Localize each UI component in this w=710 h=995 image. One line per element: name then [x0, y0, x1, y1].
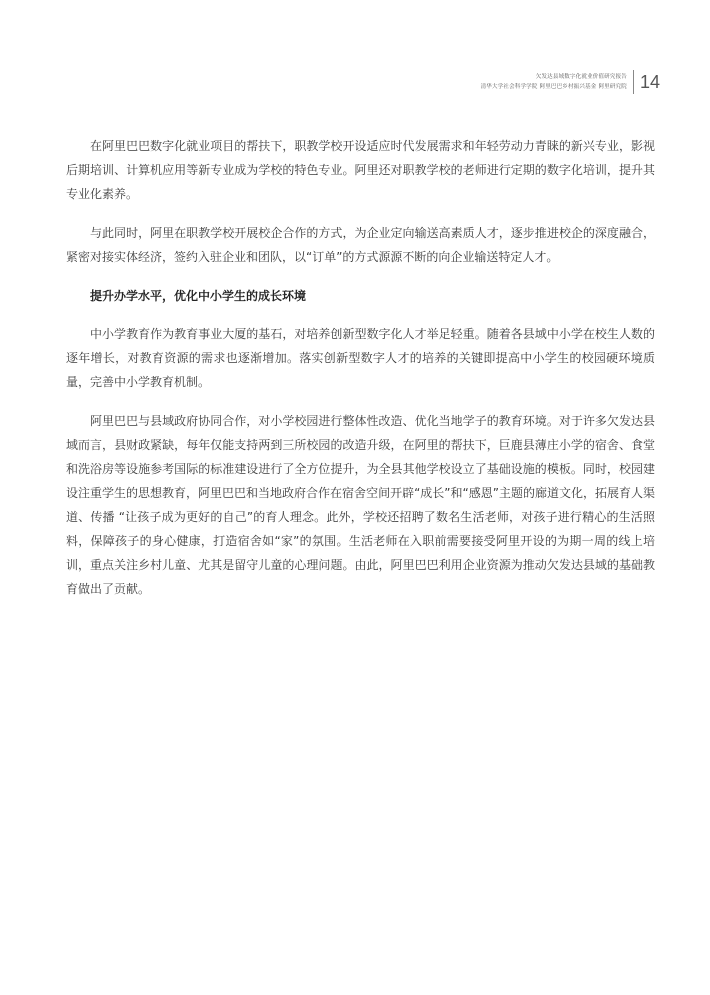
running-header	[481, 72, 627, 92]
body-paragraph: 在阿里巴巴数字化就业项目的帮扶下，职教学校开设适应时代发展需求和年轻劳动力青睐的新兴专业，影视后期培训、计算机应用等新专业成为学校的特色专业。阿里还对职教学校的老师进行定期的数字化培训，提升其专业化素养。	[66, 139, 655, 201]
header-divider	[633, 70, 634, 94]
page-number: 14	[639, 72, 660, 92]
page-body	[66, 134, 655, 616]
publisher-line: 清华大学社会科学学院 阿里巴巴乡村振兴基金 阿里研究院	[480, 84, 627, 90]
body-paragraph: 阿里巴巴与县域政府协同合作，对小学校园进行整体性改造、优化当地学子的教育环境。对于许多欠发达县域而言，县财政紧缺，每年仅能支持两到三所校园的改造升级，在阿里的帮扶下，巨鹿县薄庄小学的宿舍、食堂和洗浴房等设施参考国际的标准建设进行了全方位提升，为全县其他学校设立了基础设施的模板。同时，校园建设注重学生的思想教育，阿里巴巴和当地政府合作在宿舍空间开辟“成长”和“感恩”主题的廊道文化，拓展育人渠道、传播 “让孩子成为更好的自己”的育人理念。此外，学校还招聘了数名生活老师，对孩子进行精心的生活照料，保障孩子的身心健康，打造宿舍如“家”的氛围。生活老师在入职前需要接受阿里开设的为期一周的线上培训，重点关注乡村儿童、尤其是留守儿童的心理问题。由此，阿里巴巴利用企业资源为推动欠发达县域的基础教育做出了贡献。	[66, 414, 655, 596]
report-title: 欠发达县域数字化就业价值研究报告	[535, 74, 627, 80]
body-paragraph: 与此同时，阿里在职教学校开展校企合作的方式，为企业定向输送高素质人才，逐步推进校企的深度融合，紧密对接实体经济，签约入驻企业和团队，以“订单”的方式源源不断的向企业输送特定人才。	[66, 226, 655, 264]
section-heading: 提升办学水平，优化中小学生的成长环境	[90, 289, 307, 303]
page-header	[481, 70, 660, 94]
body-paragraph: 中小学教育作为教育事业大厦的基石，对培养创新型数字化人才举足轻重。随着各县域中小学在校生人数的逐年增长，对教育资源的需求也逐渐增加。落实创新型数字人才的培养的关键即提高中小学生的校园硬环境质量，完善中小学教育机制。	[66, 327, 655, 389]
